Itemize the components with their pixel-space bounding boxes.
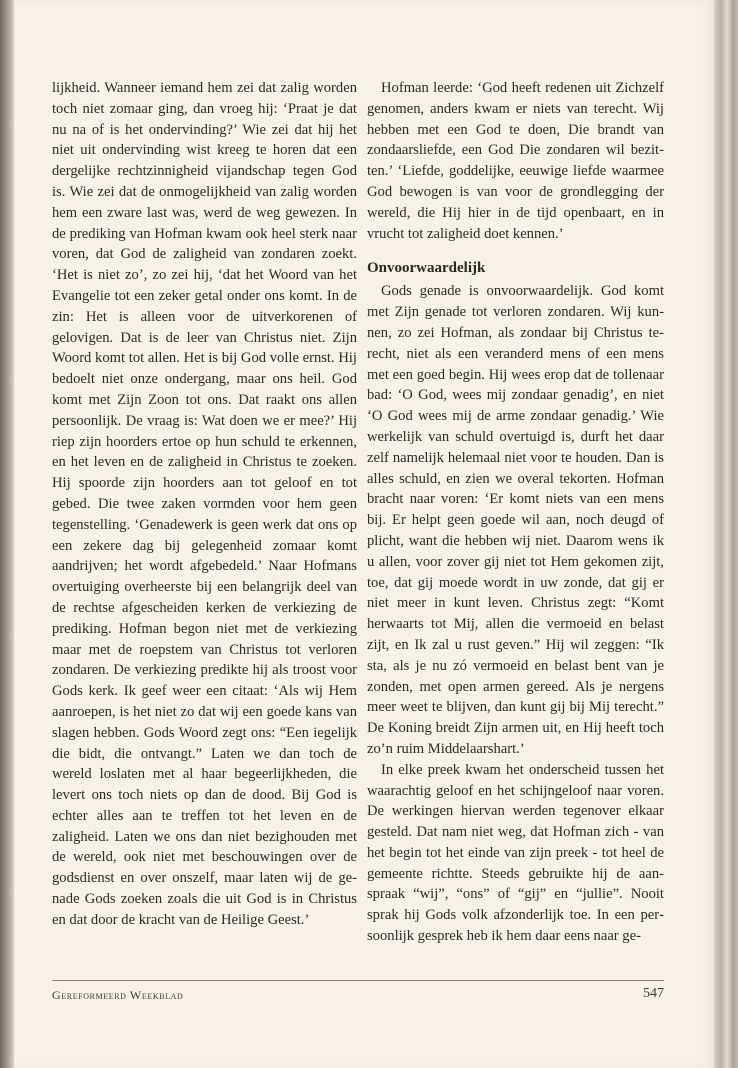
right-column-paragraph-3: In elke preek kwam het onderscheid tussen het waarachtig geloof en het schijngeloof naar voren. De werkingen hiervan werden tegenover elkaar gesteld. Dat nam niet weg, dat Hofman zich - van het begin tot het einde van zijn preek - tot heel de gemeente richtte. Steeds gebruikte hij de aanspraak “wij”, “ons” of “gij” en “jullie”. Nooit sprak hij Gods volk afzonderlijk toe. In een persoonlijk gesprek heb ik hem daar eens naar ge- — [367, 761, 664, 945]
page-stack-edge — [714, 0, 738, 1068]
right-column — [367, 78, 664, 947]
book-spine-shadow — [0, 0, 14, 1068]
footer-divider — [52, 980, 664, 981]
page-number: 547 — [643, 986, 664, 1001]
section-heading: Onvoorwaardelijk — [367, 260, 486, 277]
footer-publication-name: Gereformeerd Weekblad — [52, 988, 184, 1002]
left-column-paragraph: lijkheid. Wanneer iemand hem zei dat zalig worden toch niet zomaar ging, dan vroeg hij: ‘Praat je dat nu na of is het ondervinding?’ Wie zei dat hij het niet uit ondervinding wist kreeg te horen dat een dergelijke rechtzinnigheid vijandschap tegen God is. Wie zei dat de onmogelijkheid van zalig worden hem een zware last was, werd de weg gewezen. In de prediking van Hofman kwam ook heel sterk naar voren, dat God de zaligheid van zondaren zoekt. ‘Het is niet zo’, zo zei hij, ‘dat het Woord van het Evangelie tot een zeker getal onder ons komt. In de zin: Het is alleen voor de uitverkorenen of gelovigen. Dat is de leer van Christus niet. Zijn Woord komt tot allen. Het is bij God volle ernst. Hij bedoelt niet onze ondergang, maar ons heil. God komt met Zijn Zoon tot ons. Dat raakt ons allen persoonlijk. De vraag is: Wat doen we er mee?’ Hij riep zijn hoorders ertoe op hun schuld te erkennen, en het leven en de zaligheid in Christus te zoeken. Hij spoorde zijn hoorders aan tot geloof en tot gebed. Die twee zaken vormden voor hem geen tegenstelling. ‘Genadewerk is geen werk dat ons op een zekere dag bij gelegenheid zomaar komt aandrijven; het wordt afgebedeld.’ Naar Hofmans overtuiging overheerste bij een belangrijk deel van de rechtse afgescheiden kerken de verkiezing de prediking. Hofman begon niet met de verkiezing maar met de roepstem van Christus tot verloren zondaren. De verkiezing predikte hij als troost voor Gods kerk. Ik geef weer een citaat: ‘Als wij Hem aanroepen, is het niet zo dat wij een goede kans van slagen hebben. Gods Woord zegt ons: “Een iegelijk die bidt, die ontvangt.” Laten we dan toch de wereld loslaten met al haar begeerlijkheden, die levert ons toch niets op dan de dood. Bij God is echter alles aan te treffen tot het leven en de zaligheid. Laten we ons dan niet bezighouden met de wereld, ook niet met beschouwingen over de godsdienst en over onszelf, maar laten wij de genade Gods zoeken zoals die uit God is in Christus en dat door de kracht van de Heilige Geest.’ — [52, 80, 357, 928]
left-column — [52, 78, 357, 931]
right-column-paragraph-1: Hofman leerde: ‘God heeft redenen uit Zichzelf genomen, anders kwam er niets van terecht. Wij hebben met een God te doen, Die brandt van zondaarsliefde, een God Die zondaren wil bezitten.’ ‘Liefde, goddelijke, eeuwige liefde waarmee God bewogen is van voor de grondlegging der wereld, die Hij hier in de tijd openbaart, en in vrucht tot zaligheid doet kennen.’ — [367, 80, 664, 242]
right-column-paragraph-2: Gods genade is onvoorwaardelijk. God komt met Zijn genade tot verloren zondaren. Wij kunnen, zo zei Hofman, als zondaar bij Christus terecht, niet als een veranderd mens of een mens met een goed begin. Hij wees erop dat de tollenaar bad: ‘O God, wees mij zondaar genadig’, en niet ‘O God wees mij de arme zondaar genadig.’ Wie werkelijk van schuld overtuigd is, durft het daar zelf namelijk helemaal niet voor te houden. Dan is alles schuld, en zien we overal tekorten. Hofman bracht naar voren: ‘Er komt niets van een mens bij. Er helpt geen goede wil aan, noch deugd of plicht, want die hebben wij niet. Daarom wens ik u allen, voor zover gij niet tot Hem gekomen zijt, toe, dat gij moede wordt in uw zonde, dat gij er niet meer in kunt leven. Christus zegt: “Komt herwaarts tot Mij, allen die vermoeid en belast zijt, en Ik zal u rust geven.” Hij wil zeggen: “Ik sta, als je nu zó vermoeid en belast bent van je zonden, met open armen gereed. Als je nergens meer weet te blijven, dan kunt gij bij Mij terecht.” De Koning breidt Zijn armen uit, en Hij heeft toch zo’n ruim Middelaarshart.’ — [367, 283, 664, 757]
